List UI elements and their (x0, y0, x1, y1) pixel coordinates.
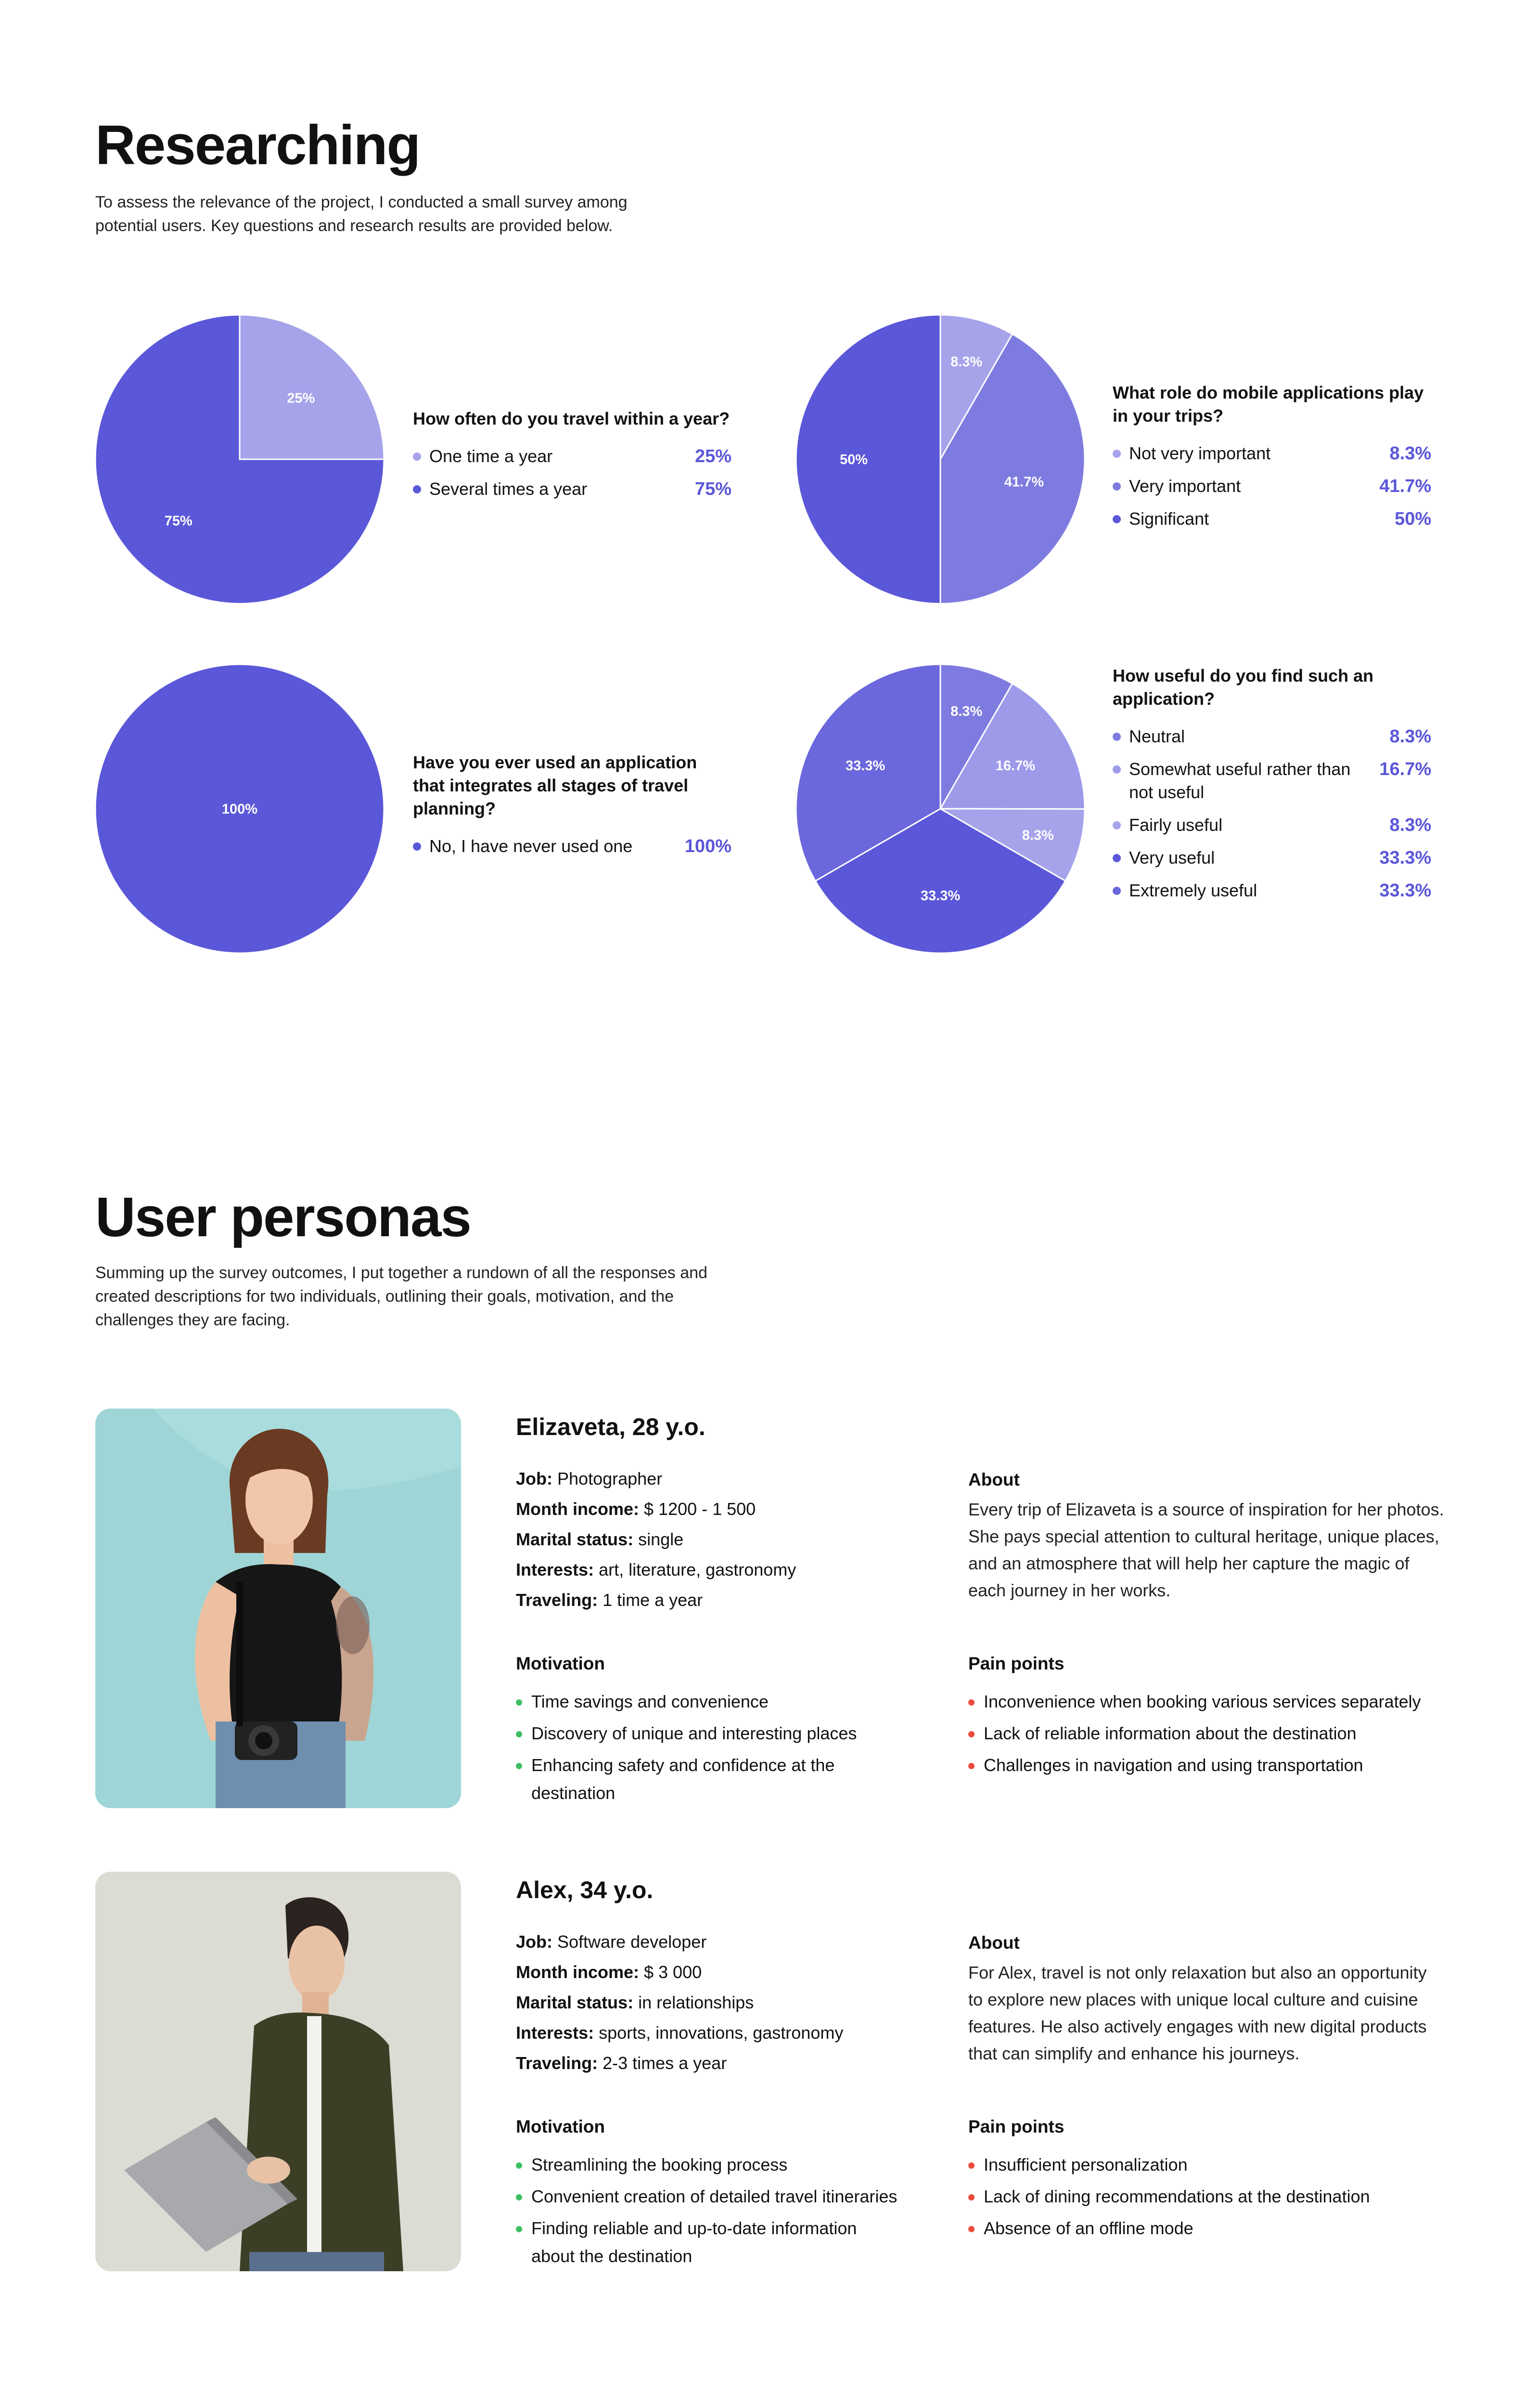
fact-value: art, literature, gastronomy (599, 1560, 796, 1579)
legend-value: 8.3% (1389, 815, 1431, 835)
persona-facts (516, 1463, 901, 1615)
legend-list (413, 835, 732, 858)
pie-slice-label: 100% (221, 802, 258, 817)
motivation-heading: Motivation (516, 2117, 605, 2136)
pain-heading: Pain points (968, 2117, 1065, 2136)
legend-label: Significant (1129, 509, 1209, 529)
pie-slice (240, 315, 384, 459)
list-item-text: Finding reliable and up-to-date information about the destination (531, 2218, 857, 2266)
pie-chart-mobile-role (796, 315, 1085, 604)
about-heading: About (968, 1470, 1020, 1489)
legend-item (1113, 814, 1431, 837)
photographer-illustration (95, 1409, 461, 1808)
legend-dot (1113, 765, 1121, 774)
chart-question: Have you ever used an application that integrates all stages of travel planning? (413, 752, 697, 818)
legend-dot (1113, 821, 1121, 829)
fact-value: 2-3 times a year (603, 2053, 727, 2073)
legend-list (1113, 725, 1431, 902)
legend-dot (1113, 733, 1121, 741)
fact-row (516, 1987, 901, 2018)
list-item-text: Convenient creation of detailed travel itineraries (531, 2187, 898, 2206)
pain-heading: Pain points (968, 1654, 1065, 1673)
personas-intro: Summing up the survey outcomes, I put together a rundown of all the responses and created descriptions for two individuals, outlining their goals, motivation, and the challenges they are facing. (95, 1264, 707, 1329)
legend-dot (1113, 854, 1121, 862)
legend-item (1113, 846, 1431, 869)
persona-photo-alex (95, 1872, 461, 2271)
bullet-dot (968, 1731, 975, 1737)
fact-row (516, 1585, 901, 1615)
fact-key: Marital status: (516, 1529, 634, 1549)
list-item (968, 2214, 1450, 2242)
pie-slice-label: 16.7% (995, 758, 1036, 774)
fact-value: Photographer (557, 1469, 663, 1488)
legend-item (413, 835, 732, 858)
legend-travel-frequency (413, 407, 732, 510)
pie-slice-label: 33.3% (845, 758, 886, 774)
list-item-text: Lack of dining recommendations at the destination (984, 2187, 1370, 2206)
about-text: For Alex, travel is not only relaxation but also an opportunity to explore new places with unique local culture and cuisine features. He also actively engages with new digital products that can simplify and enhance his journeys. (968, 1963, 1427, 2063)
bullet-dot (516, 1699, 522, 1706)
pie-slice (796, 315, 940, 604)
bullet-dot (968, 1763, 975, 1769)
pie-slice-label: 25% (287, 390, 315, 406)
bullet-dot (516, 2162, 522, 2169)
bullet-dot (516, 2194, 522, 2200)
fact-value: 1 time a year (603, 1590, 703, 1610)
fact-row (516, 1463, 901, 1494)
legend-label: Not very important (1129, 443, 1271, 463)
pie-chart-integrated-app (95, 664, 384, 953)
pie-slice-label: 33.3% (920, 888, 961, 904)
legend-list (413, 445, 732, 501)
about-heading: About (968, 1933, 1020, 1953)
legend-value: 41.7% (1379, 476, 1431, 496)
fact-key: Month income: (516, 1499, 639, 1519)
motivation-heading: Motivation (516, 1654, 605, 1673)
fact-key: Interests: (516, 1560, 594, 1579)
persona-facts (516, 1927, 901, 2078)
fact-row (516, 1927, 901, 1957)
list-item (968, 1720, 1450, 1747)
legend-item (1113, 442, 1431, 465)
legend-item (413, 478, 732, 501)
fact-row (516, 1957, 901, 1987)
bullet-dot (968, 2162, 975, 2169)
legend-dot (413, 453, 421, 461)
persona-photo-elizaveta (95, 1409, 461, 1808)
fact-value: in relationships (638, 1993, 754, 2012)
fact-value: sports, innovations, gastronomy (599, 2023, 844, 2043)
fact-key: Marital status: (516, 1993, 634, 2012)
chart-question: How useful do you find such an application? (1113, 666, 1374, 709)
fact-row (516, 1554, 901, 1585)
pain-list (968, 2151, 1450, 2246)
fact-row (516, 1494, 901, 1524)
bullet-dot (516, 2226, 522, 2232)
legend-integrated-app (413, 751, 732, 867)
legend-value: 16.7% (1379, 759, 1431, 779)
persona-name: Alex, 34 y.o. (516, 1876, 654, 1903)
research-intro: To assess the relevance of the project, I conducted a small survey among potential users. Key questions and research results are provided below. (95, 193, 628, 235)
legend-dot (413, 842, 421, 851)
legend-item (1113, 879, 1431, 902)
pie-slice-label: 8.3% (950, 354, 983, 370)
legend-dot (1113, 450, 1121, 458)
fact-value: Software developer (557, 1932, 707, 1952)
pain-list (968, 1688, 1450, 1783)
fact-value: $ 1200 - 1 500 (644, 1499, 756, 1519)
pie-slice-label: 75% (164, 513, 192, 529)
pie-slice-label: 8.3% (1022, 828, 1054, 843)
list-item (968, 2183, 1450, 2211)
list-item (516, 1751, 901, 1807)
legend-label: Fairly useful (1129, 815, 1223, 835)
legend-value: 8.3% (1389, 726, 1431, 747)
legend-item (1113, 725, 1431, 748)
legend-dot (1113, 515, 1121, 523)
developer-illustration (95, 1872, 461, 2271)
legend-value: 8.3% (1389, 443, 1431, 464)
fact-value: $ 3 000 (644, 1962, 702, 1982)
legend-item (1113, 758, 1431, 804)
fact-key: Traveling: (516, 2053, 598, 2073)
fact-row (516, 2048, 901, 2078)
legend-value: 25% (694, 446, 732, 466)
list-item-text: Challenges in navigation and using transportation (984, 1755, 1363, 1775)
research-title: Researching (95, 114, 420, 176)
fact-key: Interests: (516, 2023, 594, 2043)
list-item-text: Inconvenience when booking various services separately (984, 1692, 1421, 1711)
legend-value: 50% (1394, 509, 1431, 529)
persona-name: Elizaveta, 28 y.o. (516, 1413, 706, 1440)
legend-value: 100% (684, 836, 732, 856)
legend-usefulness (1113, 664, 1431, 912)
legend-dot (413, 485, 421, 493)
legend-label: Neutral (1129, 726, 1185, 746)
list-item-text: Time savings and convenience (531, 1692, 769, 1711)
motivation-list (516, 2151, 901, 2274)
list-item-text: Lack of reliable information about the destination (984, 1723, 1357, 1743)
fact-key: Job: (516, 1469, 552, 1488)
list-item-text: Streamlining the booking process (531, 2155, 788, 2174)
legend-mobile-role (1113, 381, 1431, 540)
legend-value: 75% (694, 479, 732, 499)
legend-dot (1113, 482, 1121, 491)
list-item-text: Absence of an offline mode (984, 2218, 1194, 2238)
legend-dot (1113, 887, 1121, 895)
bullet-dot (516, 1763, 522, 1769)
pie-chart-travel-frequency (95, 315, 384, 604)
bullet-dot (516, 1731, 522, 1737)
legend-label: Very important (1129, 476, 1241, 496)
list-item-text: Enhancing safety and confidence at the destination (531, 1755, 835, 1803)
motivation-list (516, 1688, 901, 1811)
chart-question: How often do you travel within a year? (413, 409, 730, 428)
legend-label: Several times a year (429, 479, 588, 499)
list-item-text: Discovery of unique and interesting places (531, 1723, 857, 1743)
fact-value: single (638, 1529, 684, 1549)
legend-label: Somewhat useful rather than not useful (1129, 759, 1351, 802)
personas-title: User personas (95, 1186, 471, 1248)
list-item (968, 1751, 1450, 1779)
about-text: Every trip of Elizaveta is a source of inspiration for her photos. She pays special attention to cultural heritage, unique places, and an atmosphere that will help her capture the magic of each journey in her works. (968, 1500, 1444, 1600)
fact-row (516, 2018, 901, 2048)
list-item (516, 2183, 901, 2211)
list-item (516, 2214, 901, 2270)
fact-row (516, 1524, 901, 1554)
list-item (516, 1688, 901, 1716)
list-item (516, 2151, 901, 2179)
legend-value: 33.3% (1379, 880, 1431, 901)
pie-slice-label: 41.7% (1004, 474, 1044, 490)
legend-label: Very useful (1129, 848, 1215, 867)
chart-question: What role do mobile applications play in your trips? (1113, 383, 1424, 426)
fact-key: Month income: (516, 1962, 639, 1982)
fact-key: Traveling: (516, 1590, 598, 1610)
legend-value: 33.3% (1379, 848, 1431, 868)
legend-list (1113, 442, 1431, 531)
pie-slice-label: 8.3% (950, 704, 983, 720)
fact-key: Job: (516, 1932, 552, 1952)
legend-item (1113, 475, 1431, 498)
list-item (968, 2151, 1450, 2179)
bullet-dot (968, 2226, 975, 2232)
list-item (516, 1720, 901, 1747)
list-item (968, 1688, 1450, 1716)
bullet-dot (968, 2194, 975, 2200)
legend-item (1113, 507, 1431, 531)
list-item-text: Insufficient personalization (984, 2155, 1188, 2174)
pie-chart-usefulness (796, 664, 1085, 953)
bullet-dot (968, 1699, 975, 1706)
legend-item (413, 445, 732, 468)
legend-label: One time a year (429, 446, 553, 466)
legend-label: No, I have never used one (429, 836, 633, 856)
legend-label: Extremely useful (1129, 880, 1258, 900)
pie-slice-label: 50% (839, 452, 868, 467)
